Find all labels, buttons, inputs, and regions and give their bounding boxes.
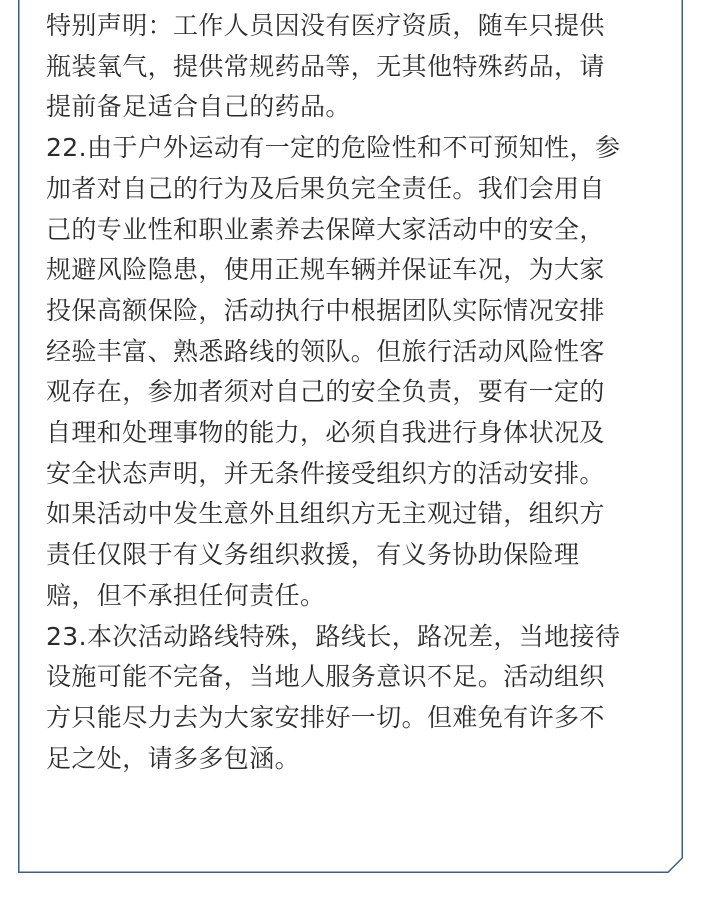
- text-line: 23.本次活动路线特殊，路线长，路况差，当地接待: [46, 621, 621, 651]
- text-line: 己的专业性和职业素养去保障大家活动中的安全，: [46, 214, 605, 244]
- text-line: 责任仅限于有义务组织救援，有义务协助保险理: [46, 540, 580, 570]
- text-line: 投保高额保险，活动执行中根据团队实际情况安排: [46, 295, 605, 325]
- text-line: 设施可能不完备，当地人服务意识不足。活动组织: [46, 662, 605, 692]
- text-line: 提前备足适合自己的药品。: [46, 92, 351, 122]
- text-line: 如果活动中发生意外且组织方无主观过错，组织方: [46, 499, 605, 529]
- text-line: 22.由于户外运动有一定的危险性和不可预知性，参: [46, 133, 621, 163]
- text-line: 安全状态声明，并无条件接受组织方的活动安排。: [46, 458, 605, 488]
- text-line: 规避风险隐患，使用正规车辆并保证车况，为大家: [46, 255, 605, 285]
- text-line: 赔，但不承担任何责任。: [46, 580, 326, 610]
- text-line: 足之处，请多多包涵。: [46, 743, 301, 773]
- text-line: 观存在，参加者须对自己的安全负责，要有一定的: [46, 377, 605, 407]
- text-line: 自理和处理事物的能力，必须自我进行身体状况及: [46, 418, 605, 448]
- text-line: 加者对自己的行为及后果负完全责任。我们会用自: [46, 173, 605, 203]
- notice-text: [46, 6, 654, 779]
- text-line: 方只能尽力去为大家安排好一切。但难免有许多不: [46, 702, 605, 732]
- text-line: 瓶装氧气，提供常规药品等，无其他特殊药品，请: [46, 51, 605, 81]
- text-line: 特别声明：工作人员因没有医疗资质，随车只提供: [46, 11, 605, 40]
- notice-card: [18, 0, 683, 873]
- text-line: 经验丰富、熟悉路线的领队。但旅行活动风险性客: [46, 336, 605, 366]
